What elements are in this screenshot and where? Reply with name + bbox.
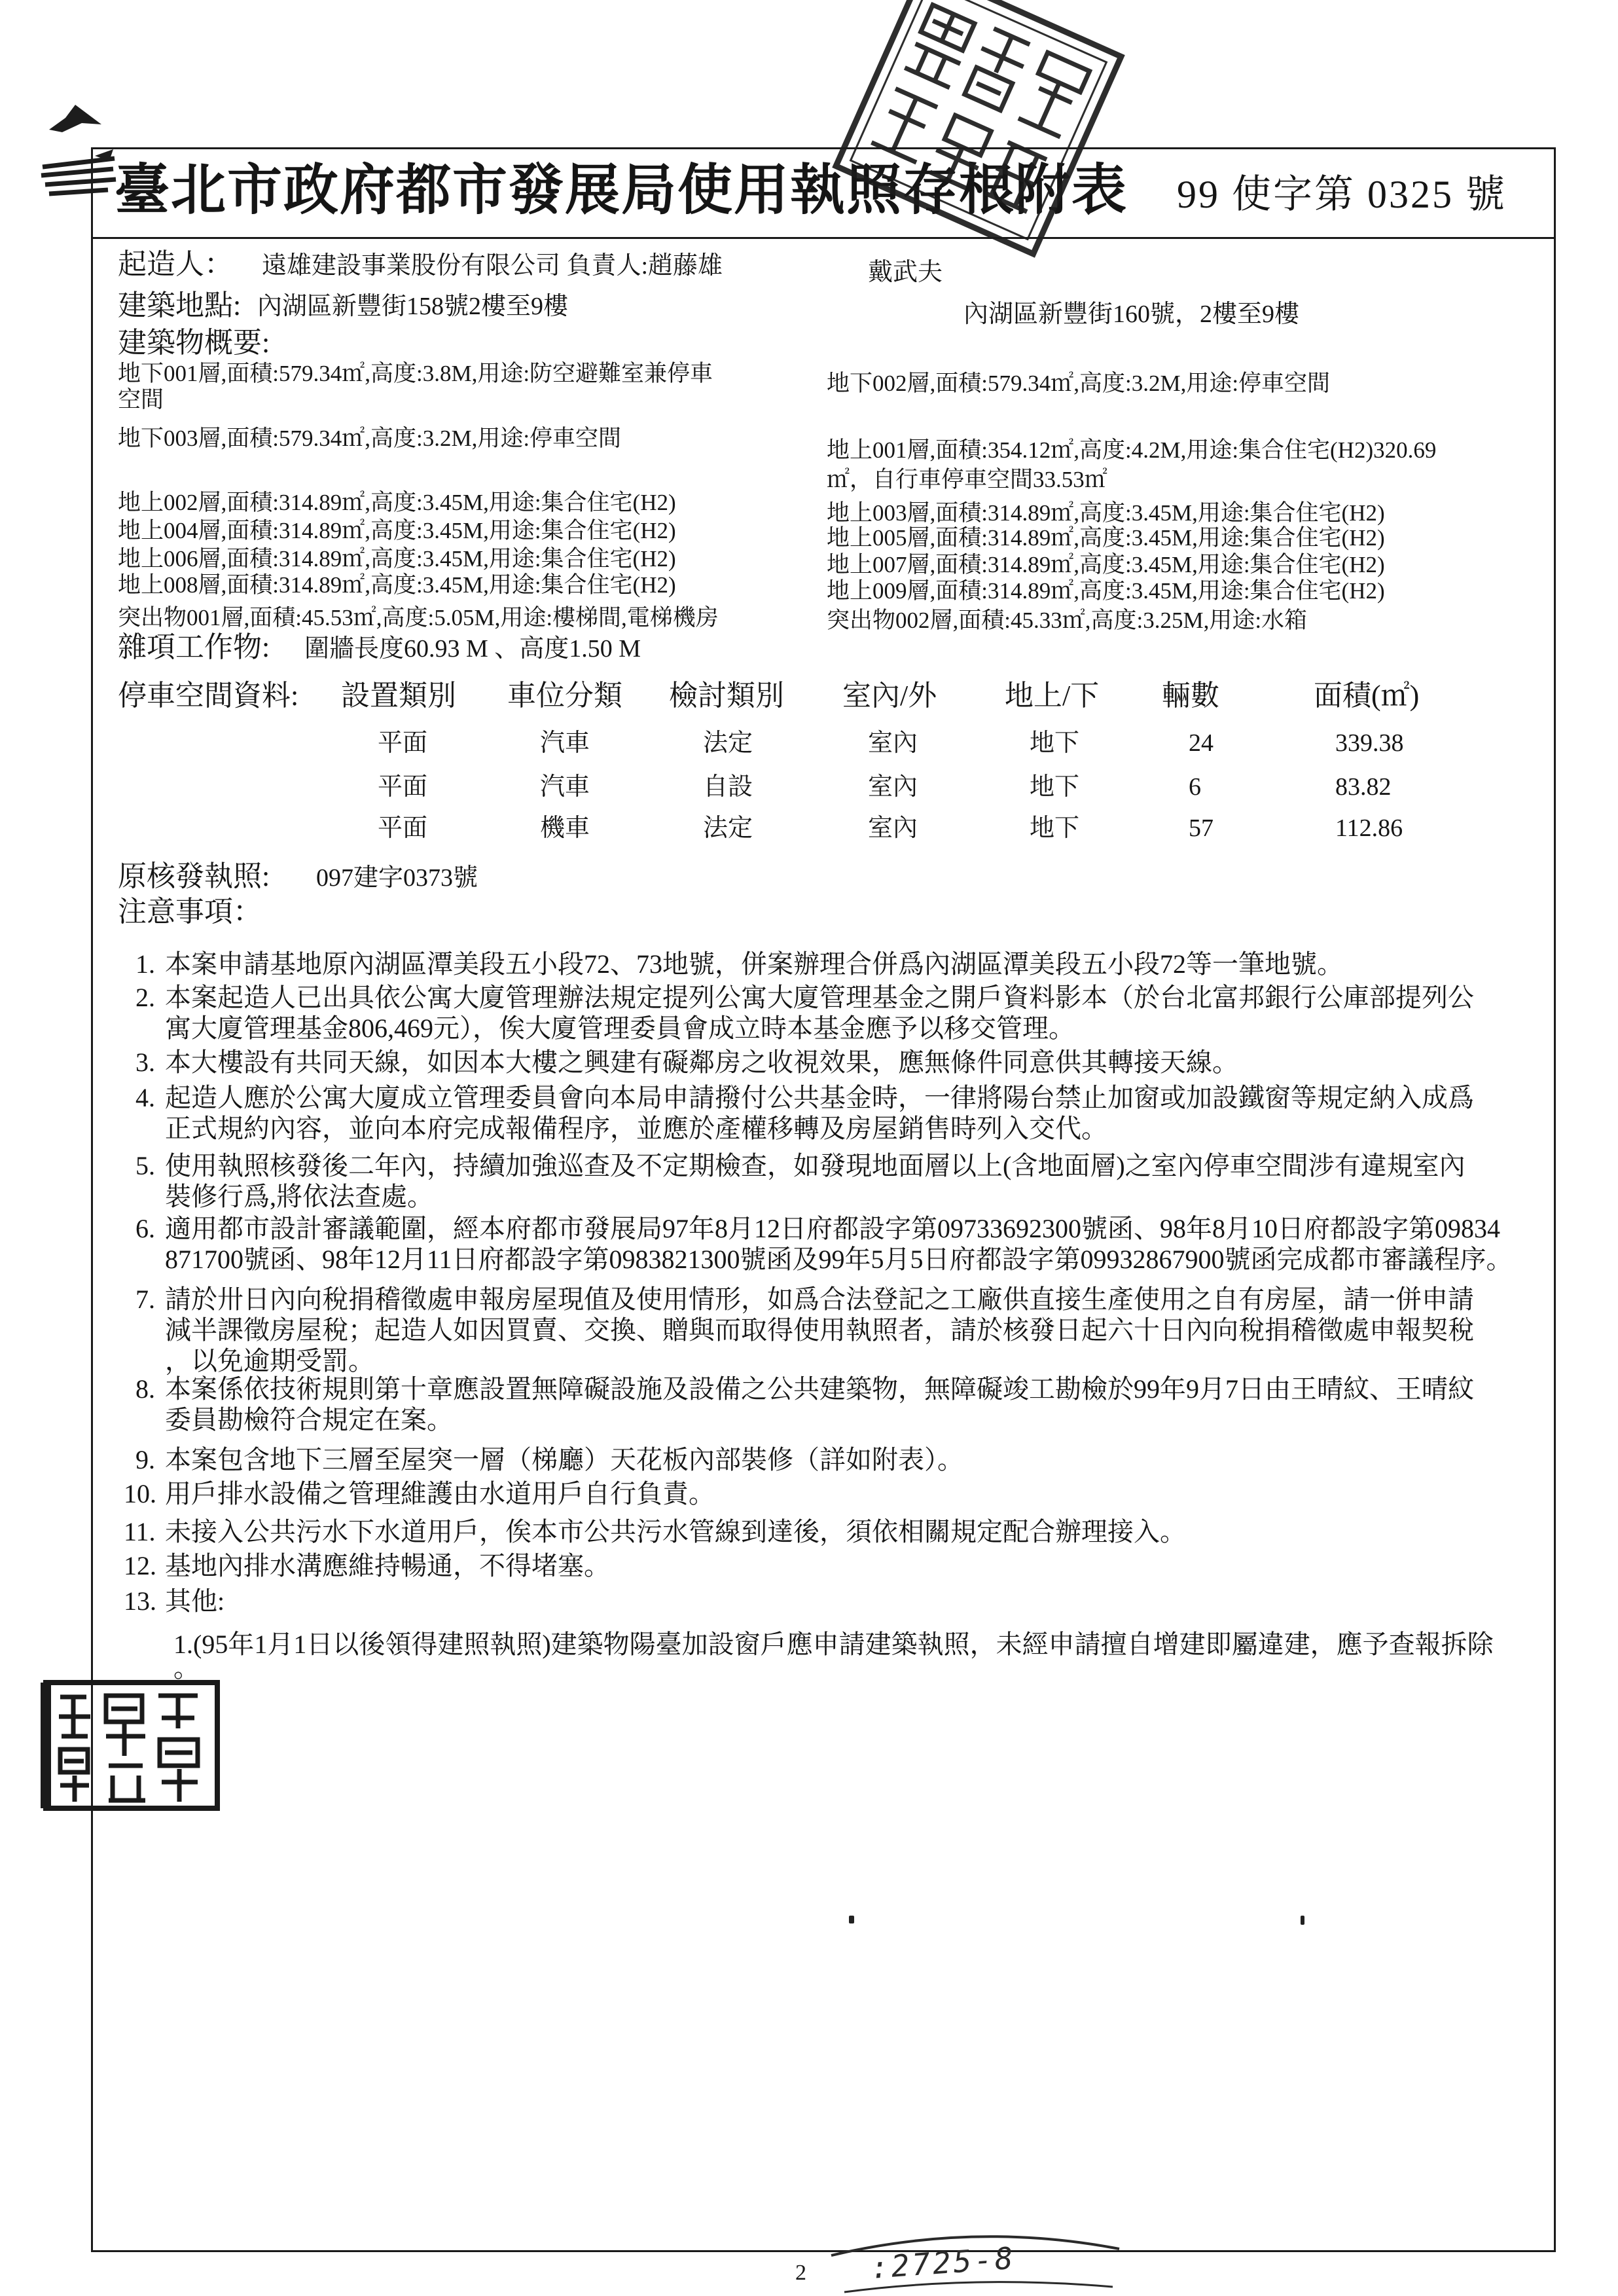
approval-seal-stamp [41,1677,224,1815]
parking-cell: 112.86 [1335,814,1403,842]
note-number: 4. [135,1083,155,1112]
note-text [165,1516,1186,1547]
parking-cell: 機車 [540,814,590,842]
note-number: 5. [135,1151,155,1180]
parking-cell: 自設 [703,773,753,801]
floor-summary [827,552,1385,578]
parking-cell: 6 [1189,773,1201,801]
floor-summary-line: 地上005層,面積:314.89㎡,高度:3.45M,用途:集合住宅(H2) [827,525,1385,551]
note-line: 使用執照核發後二年內，持續加強巡查及不定期檢查，如發現地面層以上(含地面層)之室內停車空間涉有違規室內 [165,1151,1465,1180]
floor-summary-line: 地上008層,面積:314.89㎡,高度:3.45M,用途:集合住宅(H2) [118,572,676,598]
note-line: 本案係依技術規則第十章應設置無障礙設施及設備之公共建築物，無障礙竣工勘檢於99年9月7日由王晴紋、王晴紋 [165,1374,1474,1404]
note-number: 8. [135,1374,155,1404]
parking-cell: 平面 [378,729,428,757]
parking-cell: 室內 [868,729,918,757]
parking-cell: 平面 [378,773,428,801]
parking-cell: 地下 [1030,773,1080,801]
note-line: 寓大廈管理基金806,469元），俟大廈管理委員會成立時本基金應予以移交管理。 [165,1013,1075,1043]
note-item [0,1516,1618,1547]
parking-column-header: 地上/下 [1005,680,1100,712]
note-number: 1. [135,949,155,979]
floor-summary [827,371,1330,397]
floor-summary [118,546,676,572]
parking-cell: 汽車 [540,773,590,801]
floor-summary [118,605,719,631]
site-address: 內湖區新豐街158號2樓至9樓 [257,293,569,320]
original-license-value: 097建字0373號 [316,864,478,892]
floor-summary-line: 地上007層,面積:314.89㎡,高度:3.45M,用途:集合住宅(H2) [827,552,1385,577]
note-line: 用戶排水設備之管理維護由水道用戶自行負責。 [165,1479,715,1508]
document-title: 臺北市政府都市發展局使用執照存根附表 [115,160,1128,221]
floor-summary-line: 空間 [118,387,164,412]
floor-summary [827,578,1385,604]
note-line: 。 [173,1653,200,1683]
note-item [0,1213,1618,1274]
note-line: 871700號函、98年12月11日府都設字第0983821300號函及99年5月5日府都設字第09932867900號函完成都市審議程序。 [165,1245,1513,1274]
parking-column-header: 檢討類別 [669,680,784,712]
note-item [0,1550,1618,1581]
floor-summary-line: 地上004層,面積:314.89㎡,高度:3.45M,用途:集合住宅(H2) [118,518,676,543]
note-number: 11. [124,1517,156,1546]
note-number: 13. [124,1586,156,1616]
parking-cell: 室內 [868,773,918,801]
parking-cell: 汽車 [540,729,590,757]
parking-cell: 339.38 [1335,729,1404,757]
note-line: 委員勘檢符合規定在案。 [165,1405,453,1434]
note-line: 基地內排水溝應維持暢通，不得堵塞。 [165,1551,610,1580]
note-text [165,1586,225,1616]
note-line: 正式規約內容，並向本府完成報備程序，並應於產權移轉及房屋銷售時列入交代。 [165,1114,1107,1143]
parking-cell: 24 [1189,729,1214,757]
note-text [165,1550,610,1581]
note-sub-text [173,1630,1494,1683]
applicant-co-representative: 戴武夫 [868,259,943,286]
note-text [165,1374,1474,1435]
note-line: 起造人應於公寓大廈成立管理委員會向本局申請撥付公共基金時，一律將陽台禁止加窗或加設鐵窗等規定納入成爲 [165,1083,1474,1112]
scan-speck [1301,1916,1304,1925]
note-text [165,1047,1238,1078]
note-line: 本案包含地下三層至屋突一層（梯廳）天花板內部裝修（詳如附表）。 [165,1445,963,1474]
note-number: 2. [135,983,155,1012]
floor-summary-line: 突出物001層,面積:45.53㎡,高度:5.05M,用途:樓梯間,電梯機房 [118,605,719,630]
note-item [0,1284,1618,1376]
note-line: 其他: [165,1586,225,1616]
note-item [0,1444,1618,1475]
note-line: 減半課徵房屋稅；起造人如因買賣、交換、贈與而取得使用執照者，請於核發日起六十日內向稅捐稽徵處申報契稅 [165,1315,1474,1345]
parking-column-header: 室內/外 [842,680,937,712]
floor-summary-line: 地上006層,面積:314.89㎡,高度:3.45M,用途:集合住宅(H2) [118,546,676,572]
parking-cell: 83.82 [1335,773,1392,801]
note-text [165,949,1343,979]
note-text [165,1478,715,1509]
floor-summary-line: 地上009層,面積:314.89㎡,高度:3.45M,用途:集合住宅(H2) [827,578,1385,604]
note-item [0,1047,1618,1078]
note-text [165,1082,1474,1144]
note-item [0,1150,1618,1211]
site-address-2: 內湖區新豐街160號，2樓至9樓 [963,301,1300,328]
note-number: 9. [135,1445,155,1474]
note-sub-item [0,1630,1618,1683]
applicant-label: 起造人： [118,248,233,280]
parking-cell: 法定 [703,729,753,757]
floor-summary-line: 地下002層,面積:579.34㎡,高度:3.2M,用途:停車空間 [827,371,1331,396]
floor-summary [827,500,1385,526]
note-line: 本案申請基地原內湖區潭美段五小段72、73地號，併案辦理合併爲內湖區潭美段五小段72等一筆地號。 [165,949,1343,979]
misc-works-value: 圍牆長度60.93 M 、高度1.50 M [304,635,641,663]
note-line: 1.(95年1月1日以後領得建照執照)建築物陽臺加設窗戶應申請建築執照，未經申請擅自增建即屬違建，應予查報拆除 [173,1630,1494,1659]
floor-summary [827,525,1385,551]
floor-summary-line: 突出物002層,面積:45.33㎡,高度:3.25M,用途:水箱 [827,608,1308,633]
floor-summary [118,572,676,598]
parking-cell: 地下 [1030,729,1080,757]
note-number: 6. [135,1214,155,1243]
parking-cell: 室內 [868,814,918,842]
notes-heading: 注意事項： [118,896,262,928]
original-license-label: 原核發執照: [118,860,270,892]
floor-summary [827,608,1307,634]
note-item [0,1586,1618,1616]
note-text [165,1284,1474,1376]
floor-summary [118,490,676,516]
parking-column-header: 車位分類 [507,680,622,712]
floor-summary-line: 地下001層,面積:579.34㎡,高度:3.8M,用途:防空避難室兼停車 [118,361,713,386]
receipt-stamp-number: :2725-8 [869,2240,1017,2286]
note-line: 本大樓設有共同天線，如因本大樓之興建有礙鄰房之收視效果，應無條件同意供其轉接天線。 [165,1048,1238,1077]
note-item [0,982,1618,1043]
note-text [165,1150,1465,1212]
floor-summary-line: ㎡，自行車停車空間33.53㎡ [827,467,1107,492]
parking-column-header: 設置類別 [341,680,456,712]
note-item [0,1478,1618,1509]
floor-summary [118,426,621,452]
parking-cell: 平面 [378,814,428,842]
note-line: ，以免逾期受罰。 [165,1346,374,1376]
page-number: 2 [795,2261,806,2285]
note-item [0,1374,1618,1434]
note-number: 7. [135,1285,155,1314]
note-line: 未接入公共污水下水道用戶，俟本市公共污水管線到達後，須依相關規定配合辦理接入。 [165,1517,1186,1546]
parking-cell: 57 [1189,814,1214,842]
floor-summary-line: 地上003層,面積:314.89㎡,高度:3.45M,用途:集合住宅(H2) [827,500,1385,526]
note-line: 請於卅日內向稅捐稽徵處申報房屋現值及使用情形，如爲合法登記之工廠供直接生產使用之自有房屋，請一併申請 [165,1285,1474,1314]
note-line: 本案起造人已出具依公寓大廈管理辦法規定提列公寓大廈管理基金之開戶資料影本（於台北富邦銀行公庫部提列公 [165,983,1474,1012]
parking-cell: 法定 [703,814,753,842]
site-label: 建築地點: [118,289,242,321]
parking-column-header: 輛數 [1162,680,1219,712]
license-number: 99 使字第 0325 號 [1177,173,1507,216]
note-text [165,982,1474,1044]
note-item [0,1082,1618,1143]
parking-label: 停車空間資料: [118,680,299,712]
ink-mark-icon [36,98,121,206]
building-summary-label: 建築物概要: [118,327,270,359]
parking-cell: 地下 [1030,814,1080,842]
applicant-value: 遠雄建設事業股份有限公司 負責人:趙藤雄 [262,252,723,280]
note-item [0,949,1618,979]
note-number: 3. [135,1048,155,1077]
floor-summary-line: 地上002層,面積:314.89㎡,高度:3.45M,用途:集合住宅(H2) [118,490,676,515]
note-line: 裝修行爲,將依法查處。 [165,1182,433,1211]
floor-summary-line: 地下003層,面積:579.34㎡,高度:3.2M,用途:停車空間 [118,426,622,451]
floor-summary [118,361,713,413]
floor-summary [827,435,1436,494]
note-number: 10. [124,1479,156,1508]
floor-summary-line: 地上001層,面積:354.12㎡,高度:4.2M,用途:集合住宅(H2)320.69 [827,437,1437,463]
parking-column-header: 面積(㎡) [1314,680,1420,712]
misc-works-label: 雜項工作物: [118,631,270,663]
note-text [165,1444,963,1475]
note-text [165,1213,1513,1275]
official-seal-stamp [818,0,1132,262]
note-line: 適用都市設計審議範圍，經本府都市發展局97年8月12日府都設字第09733692300號函、98年8月10日府都設字第09834 [165,1214,1500,1243]
floor-summary [118,518,676,544]
note-number: 12. [124,1551,156,1580]
scan-speck [849,1916,854,1923]
